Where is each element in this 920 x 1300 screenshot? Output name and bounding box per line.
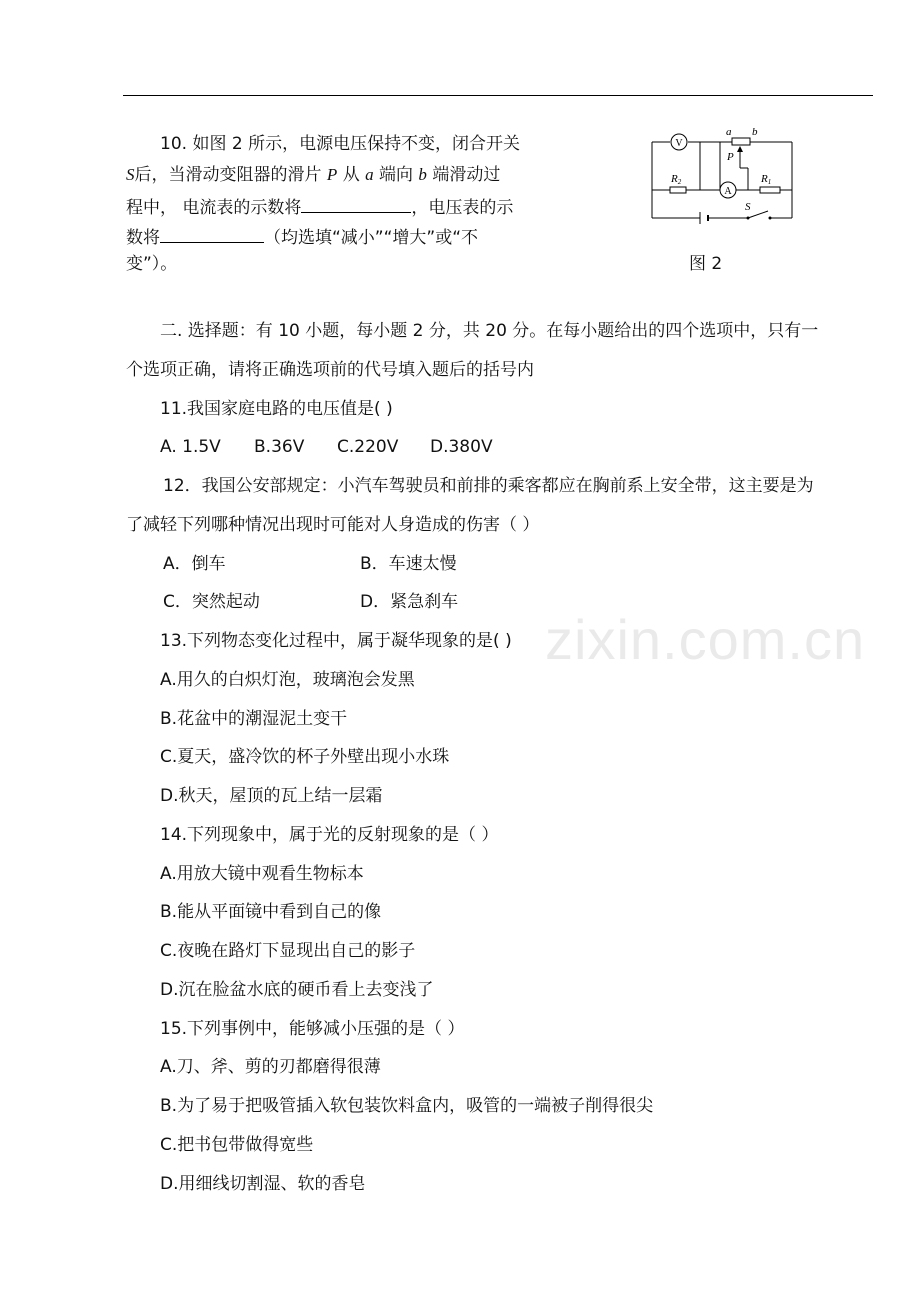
resistor-r2-icon [670, 187, 686, 193]
figure-caption: 图 2 [689, 254, 723, 274]
q10-line1: 10. 如图 2 所示，电源电压保持不变，闭合开关 [160, 134, 521, 154]
q15-option-d[interactable]: D.用细线切割湿、软的香皂 [160, 1174, 366, 1194]
q15-stem: 15.下列事例中，能够减小压强的是（ ） [160, 1019, 465, 1039]
q10-line2 [126, 166, 500, 184]
watermark: zixin.com.cn [545, 608, 866, 671]
q10-line4 [126, 226, 478, 247]
switch-contact [769, 217, 772, 220]
label-r2: R2 [671, 173, 682, 186]
q13-option-d[interactable]: D.秋天，屋顶的瓦上结一层霜 [160, 786, 383, 806]
voltage-answer-blank[interactable] [160, 226, 264, 243]
q10-line5: 变”）。 [126, 254, 178, 274]
header-rule [123, 95, 873, 96]
q12-option-a[interactable]: A．倒车 [163, 554, 226, 574]
q13-option-c[interactable]: C.夏天，盛冷饮的杯子外壁出现小水珠 [160, 747, 450, 767]
q14-option-a[interactable]: A.用放大镜中观看生物标本 [160, 864, 364, 884]
slider-arrow-icon [737, 146, 743, 152]
q14-option-c[interactable]: C.夜晚在路灯下显现出自己的影子 [160, 941, 416, 961]
voltmeter-label: V [675, 138, 683, 149]
resistor-r1-icon [760, 187, 780, 193]
q10-line2-a: 后，当滑动变阻器的滑片 [134, 165, 327, 185]
q14-stem: 14.下列现象中，属于光的反射现象的是（ ） [160, 825, 499, 845]
q15-option-b[interactable]: B.为了易于把吸管插入软包装饮料盒内，吸管的一端被子削得很尖 [160, 1096, 654, 1116]
label-a: a [726, 126, 732, 138]
q11-option-a[interactable]: A. 1.5V [160, 437, 221, 457]
var-p: P [326, 165, 338, 184]
ammeter-label: A [724, 186, 732, 197]
section2-line1: 二. 选择题：有 10 小题，每小题 2 分，共 20 分。在每小题给出的四个选项中，只有一 [160, 321, 819, 341]
label-s: S [745, 201, 751, 213]
q11-option-c[interactable]: C.220V [337, 437, 399, 457]
q10-line2-c: 端向 [373, 165, 419, 185]
q10-line4-b: （均选填“减小”“增大”或“不 [264, 228, 479, 248]
q15-option-c[interactable]: C.把书包带做得宽些 [160, 1135, 314, 1155]
var-a: a [365, 165, 374, 184]
q10-line3-b: ，电压表的示 [411, 198, 514, 218]
current-answer-blank[interactable] [301, 196, 411, 213]
q12-line1: 12．我国公安部规定：小汽车驾驶员和前排的乘客都应在胸前系上安全带，这主要是为 [163, 476, 814, 496]
var-b: b [418, 165, 427, 184]
q11-stem: 11.我国家庭电路的电压值是( ) [160, 399, 393, 419]
label-b: b [752, 126, 758, 138]
q12-option-d[interactable]: D．紧急刹车 [360, 592, 459, 612]
q12-option-b[interactable]: B．车速太慢 [360, 554, 457, 574]
q10-line4-a: 数将 [126, 228, 160, 248]
q10-line2-b: 从 [337, 165, 366, 185]
q11-option-d[interactable]: D.380V [430, 437, 493, 457]
q10-line3 [126, 196, 513, 217]
circuit-diagram [640, 122, 810, 228]
q14-option-b[interactable]: B.能从平面镜中看到自己的像 [160, 902, 382, 922]
q11-option-b[interactable]: B.36V [254, 437, 305, 457]
var-s: S [126, 165, 135, 184]
q15-option-a[interactable]: A.刀、斧、剪的刃都磨得很薄 [160, 1057, 381, 1077]
switch-icon [748, 211, 768, 218]
q14-option-d[interactable]: D.沉在脸盆水底的硬币看上去变浅了 [160, 980, 434, 1000]
q13-option-b[interactable]: B.花盆中的潮湿泥土变干 [160, 709, 348, 729]
label-r1: R1 [761, 173, 772, 186]
rheostat-icon [732, 138, 750, 145]
q12-line2: 了减轻下列哪种情况出现时可能对人身造成的伤害（ ） [126, 515, 540, 535]
q12-option-c[interactable]: C．突然起动 [163, 592, 260, 612]
q13-stem: 13.下列物态变化过程中，属于凝华现象的是( ) [160, 631, 512, 651]
q10-line3-a: 程中， 电流表的示数将 [126, 198, 302, 218]
q10-line2-d: 端滑动过 [426, 165, 501, 185]
label-p: P [727, 151, 734, 163]
q13-option-a[interactable]: A.用久的白炽灯泡，玻璃泡会发黑 [160, 670, 415, 690]
section2-line2: 个选项正确，请将正确选项前的代号填入题后的括号内 [126, 360, 534, 380]
